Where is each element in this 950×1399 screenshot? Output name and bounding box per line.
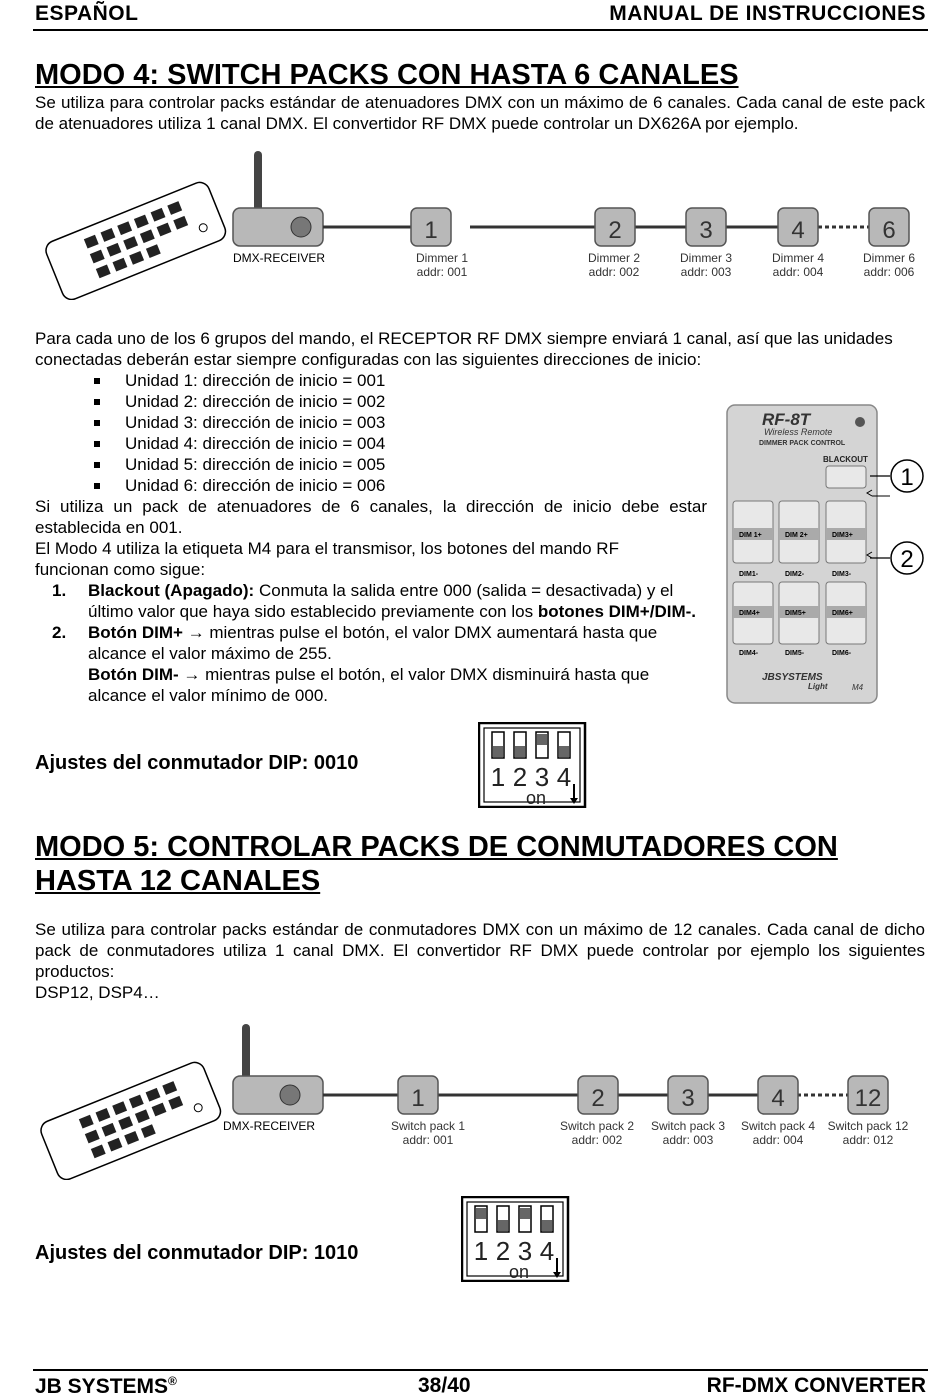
svg-text:4: 4 xyxy=(791,217,805,244)
svg-text:Switch pack 2: Switch pack 2 xyxy=(559,1119,635,1133)
svg-text:DIM4+: DIM4+ xyxy=(739,610,760,617)
dip-on-label: on xyxy=(508,1262,530,1282)
switch-pack-unit-4 xyxy=(741,1076,815,1147)
list-item: Unidad 2: dirección de inicio = 002 xyxy=(93,391,385,412)
list-item: Unidad 3: dirección de inicio = 003 xyxy=(93,412,385,433)
svg-text:DIM1-: DIM1- xyxy=(739,571,759,578)
svg-text:Switch pack 1: Switch pack 1 xyxy=(390,1119,466,1133)
svg-text:Dimmer 4: Dimmer 4 xyxy=(771,251,825,265)
dimmer-unit-4 xyxy=(772,208,824,279)
list-item: Unidad 4: dirección de inicio = 004 xyxy=(93,433,385,454)
dip-digit-4: 4 xyxy=(556,762,572,792)
svg-text:addr: 003: addr: 003 xyxy=(680,265,732,279)
list-item xyxy=(50,580,710,622)
svg-text:Switch pack 4: Switch pack 4 xyxy=(740,1119,816,1133)
svg-text:2: 2 xyxy=(591,1085,605,1112)
dip-lever-4 xyxy=(559,746,569,757)
rf-8t-remote-illustration xyxy=(722,400,932,710)
item-heading: Blackout (Apagado): xyxy=(88,581,255,600)
svg-text:DIM6-: DIM6- xyxy=(832,650,852,657)
dip-digit-4: 4 xyxy=(539,1236,555,1266)
dip-digit-3: 3 xyxy=(534,762,550,792)
svg-text:6: 6 xyxy=(882,217,896,244)
dimmer-unit-2 xyxy=(588,208,640,279)
svg-text:addr: 004: addr: 004 xyxy=(752,1133,804,1147)
dmx-receiver-box xyxy=(233,1076,323,1114)
svg-text:DIM4-: DIM4- xyxy=(739,650,759,657)
item-text: Conmuta la salida entre 000 (salida = desactivada) y el último valor que haya sido establecido previamente con los xyxy=(88,581,674,621)
svg-text:DIM3-: DIM3- xyxy=(832,571,852,578)
header-language: ESPAÑOL xyxy=(35,2,139,25)
dimmer-unit-3 xyxy=(680,208,732,279)
dip-lever-1 xyxy=(476,1208,486,1219)
receiver-label: DMX-RECEIVER xyxy=(223,1119,316,1133)
registered-mark: ® xyxy=(168,1374,177,1388)
svg-text:addr: 002: addr: 002 xyxy=(588,265,640,279)
mode5-dip-label: Ajustes del conmutador DIP: 1010 xyxy=(35,1242,359,1264)
svg-text:2: 2 xyxy=(900,546,914,573)
footer-rule xyxy=(33,1369,928,1371)
svg-text:2: 2 xyxy=(608,217,622,244)
svg-text:Switch pack 12: Switch pack 12 xyxy=(827,1119,909,1133)
dip-digit-1: 1 xyxy=(490,762,506,792)
switch-pack-unit-12 xyxy=(828,1076,909,1147)
svg-text:3: 3 xyxy=(699,217,713,244)
item-heading-2: botones DIM+/DIM-. xyxy=(537,602,697,621)
svg-text:DIM2-: DIM2- xyxy=(785,571,805,578)
item-text-2: → mientras pulse el botón, el valor DMX disminuirá hasta que alcance el valor mínimo de 000. xyxy=(88,665,650,705)
page-number: 38/40 xyxy=(418,1374,471,1397)
mode4-title: MODO 4: SWITCH PACKS CON HASTA 6 CANALES xyxy=(35,59,739,91)
mode4-paragraph-buttons: El Modo 4 utiliza la etiqueta M4 para el transmisor, los botones del mando RF funcionan como sigue: xyxy=(35,539,619,579)
svg-text:Light: Light xyxy=(808,682,828,691)
svg-text:1: 1 xyxy=(900,464,914,491)
receiver-label: DMX-RECEIVER xyxy=(233,251,326,265)
list-item: Unidad 5: dirección de inicio = 005 xyxy=(93,454,385,475)
svg-text:1: 1 xyxy=(424,217,438,244)
dip-digit-1: 1 xyxy=(473,1236,489,1266)
led-icon xyxy=(855,417,865,427)
svg-text:12: 12 xyxy=(854,1085,882,1112)
svg-text:addr: 004: addr: 004 xyxy=(772,265,824,279)
remote-subtitle: Wireless Remote xyxy=(764,427,833,437)
list-item xyxy=(50,622,710,706)
mode5-intro: Se utiliza para controlar packs estándar de conmutadores DMX con un máximo de 12 canales. Cada canal de dicho pack de conmutadores utiliza 1 canal DMX. El convertidor RF DMX puede controlar por ejemplo los siguientes productos: xyxy=(35,920,925,981)
dip-digit-3: 3 xyxy=(517,1236,533,1266)
remote-transmitter-illustration xyxy=(43,179,228,300)
mode4-paragraph-6ch: Si utiliza un pack de atenuadores de 6 canales, la dirección de inicio debe estar establecida en 001. xyxy=(35,497,707,537)
footer-brand xyxy=(35,1374,177,1399)
mode4-dip-label: Ajustes del conmutador DIP: 0010 xyxy=(35,752,359,774)
svg-text:addr: 001: addr: 001 xyxy=(402,1133,454,1147)
switch-pack-unit-3 xyxy=(651,1076,725,1147)
svg-text:addr: 001: addr: 001 xyxy=(416,265,468,279)
switch-pack-unit-1 xyxy=(391,1076,465,1147)
svg-text:Dimmer 3: Dimmer 3 xyxy=(679,251,733,265)
dip-switch-mode4 xyxy=(478,722,588,808)
dip-switch-mode5 xyxy=(461,1196,571,1282)
remote-control-label: DIMMER PACK CONTROL xyxy=(759,440,846,447)
header-rule xyxy=(33,29,928,31)
mode5-title-line1: MODO 5: CONTROLAR PACKS DE CONMUTADORES CON xyxy=(35,831,838,863)
svg-text:Dimmer 6: Dimmer 6 xyxy=(862,251,916,265)
dip-lever-2 xyxy=(498,1220,508,1231)
list-item: Unidad 1: dirección de inicio = 001 xyxy=(93,370,385,391)
dip-digit-2: 2 xyxy=(495,1236,511,1266)
svg-text:DIM 2+: DIM 2+ xyxy=(785,532,808,539)
svg-text:addr: 012: addr: 012 xyxy=(842,1133,894,1147)
dip-lever-3 xyxy=(537,734,547,745)
item-number: 2. xyxy=(52,623,67,642)
mode5-connection-diagram xyxy=(30,1020,930,1180)
mode-tag: M4 xyxy=(852,683,864,692)
svg-text:3: 3 xyxy=(681,1085,695,1112)
remote-model: RF-8T xyxy=(762,410,811,429)
button-function-list xyxy=(50,580,710,706)
dip-on-label: on xyxy=(525,788,547,808)
switch-pack-unit-2 xyxy=(560,1076,634,1147)
mode5-title-line2: HASTA 12 CANALES xyxy=(35,865,321,897)
start-address-list xyxy=(93,370,385,496)
brand-logo: JBSYSTEMS xyxy=(762,672,823,683)
svg-text:DIM3+: DIM3+ xyxy=(832,532,853,539)
mode5-products: DSP12, DSP4… xyxy=(35,983,160,1002)
dimmer-unit-1 xyxy=(411,208,468,279)
svg-text:DIM5-: DIM5- xyxy=(785,650,805,657)
svg-text:DIM5+: DIM5+ xyxy=(785,610,806,617)
item-number: 1. xyxy=(52,581,67,600)
list-item: Unidad 6: dirección de inicio = 006 xyxy=(93,475,385,496)
item-heading-2: Botón DIM- xyxy=(88,665,179,684)
mode4-paragraph-addresses: Para cada uno de los 6 grupos del mando, el RECEPTOR RF DMX siempre enviará 1 canal, así que las unidades conectadas deberán estar siempre configuradas con las siguientes direcciones de inicio: xyxy=(35,329,893,369)
dimmer-unit-6 xyxy=(863,208,915,279)
blackout-label: BLACKOUT xyxy=(823,455,868,464)
dip-lever-1 xyxy=(493,746,503,757)
dip-digit-2: 2 xyxy=(512,762,528,792)
svg-text:addr: 006: addr: 006 xyxy=(863,265,915,279)
mode4-intro: Se utiliza para controlar packs estándar de atenuadores DMX con un máximo de 6 canales. Cada canal de este pack de atenuadores utiliza 1 canal DMX. El convertidor RF DMX puede controlar un DX626A por ejemplo. xyxy=(35,93,925,133)
dip-lever-3 xyxy=(520,1208,530,1219)
svg-text:DIM 1+: DIM 1+ xyxy=(739,532,762,539)
svg-text:addr: 003: addr: 003 xyxy=(662,1133,714,1147)
svg-text:Dimmer 1: Dimmer 1 xyxy=(415,251,469,265)
footer-brand-text: JB SYSTEMS xyxy=(35,1375,169,1398)
svg-text:Dimmer 2: Dimmer 2 xyxy=(587,251,641,265)
svg-text:1: 1 xyxy=(411,1085,425,1112)
dip-lever-4 xyxy=(542,1220,552,1231)
svg-text:addr: 002: addr: 002 xyxy=(571,1133,623,1147)
mode4-connection-diagram xyxy=(35,150,930,300)
svg-text:DIM6+: DIM6+ xyxy=(832,610,853,617)
header-manual-title: MANUAL DE INSTRUCCIONES xyxy=(609,2,926,25)
item-text: → mientras pulse el botón, el valor DMX aumentará hasta que alcance el valor máximo de 255. xyxy=(88,623,658,663)
item-heading: Botón DIM+ xyxy=(88,623,183,642)
blackout-button xyxy=(826,466,866,488)
svg-text:Switch pack 3: Switch pack 3 xyxy=(650,1119,726,1133)
remote-transmitter-illustration xyxy=(38,1059,223,1180)
dip-lever-2 xyxy=(515,746,525,757)
svg-text:4: 4 xyxy=(771,1085,785,1112)
footer-product: RF-DMX CONVERTER xyxy=(706,1374,926,1397)
